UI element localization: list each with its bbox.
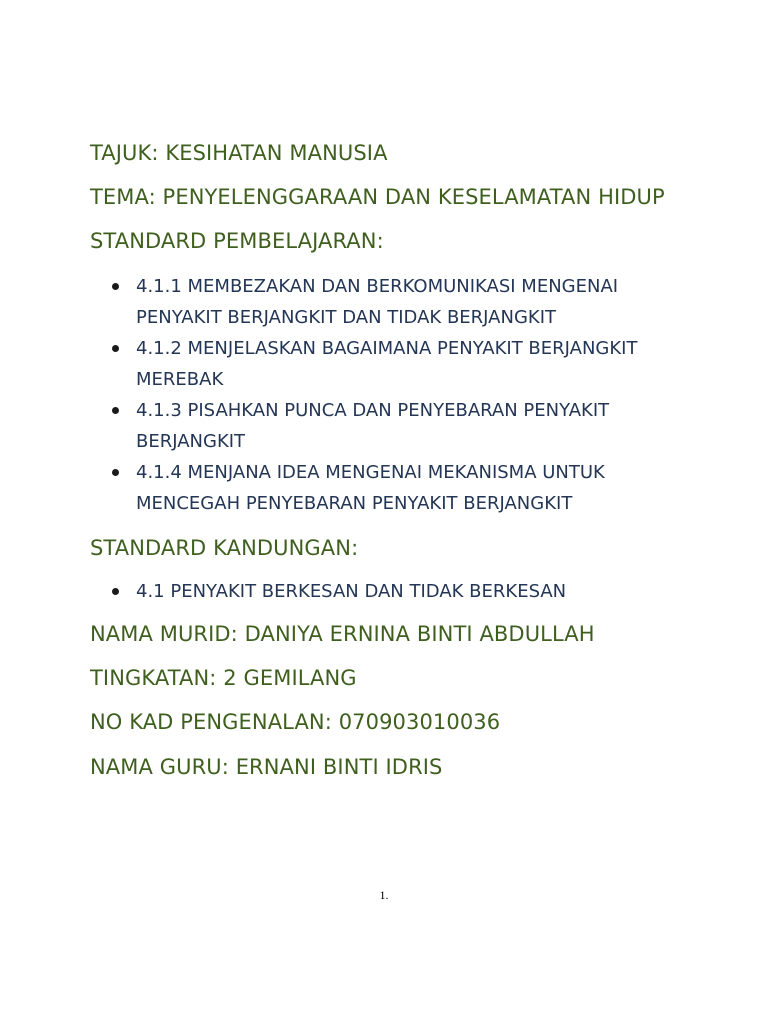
list-item-line: BERJANGKIT [136, 431, 246, 452]
page-number: 1. [379, 888, 389, 902]
tingkatan-heading: TINGKATAN: 2 GEMILANG [90, 666, 357, 690]
list-item [112, 457, 712, 519]
bullet-icon [112, 407, 119, 414]
standard-pembelajaran-heading: STANDARD PEMBELAJARAN: [90, 229, 384, 253]
nama-murid-heading: NAMA MURID: DANIYA ERNINA BINTI ABDULLAH [90, 622, 595, 646]
list-item [112, 271, 712, 333]
list-item-line: PENYAKIT BERJANGKIT DAN TIDAK BERJANGKIT [136, 307, 556, 328]
standard-kandungan-list [112, 576, 712, 607]
list-item-line: 4.1 PENYAKIT BERKESAN DAN TIDAK BERKESAN [136, 581, 567, 602]
bullet-icon [112, 588, 119, 595]
list-item-line: 4.1.4 MENJANA IDEA MENGENAI MEKANISMA UNTUK [136, 462, 605, 483]
list-item-line: MEREBAK [136, 369, 224, 390]
bullet-icon [112, 283, 119, 290]
standard-pembelajaran-list [112, 271, 712, 519]
no-kad-heading: NO KAD PENGENALAN: 070903010036 [90, 710, 501, 734]
list-item [112, 576, 712, 607]
standard-kandungan-heading: STANDARD KANDUNGAN: [90, 536, 359, 560]
list-item [112, 395, 712, 457]
list-item-line: 4.1.2 MENJELASKAN BAGAIMANA PENYAKIT BERJANGKIT [136, 338, 638, 359]
nama-guru-heading: NAMA GURU: ERNANI BINTI IDRIS [90, 755, 443, 779]
tema-heading: TEMA: PENYELENGGARAAN DAN KESELAMATAN HIDUP [90, 185, 665, 209]
bullet-icon [112, 469, 119, 476]
list-item [112, 333, 712, 395]
bullet-icon [112, 345, 119, 352]
tajuk-heading: TAJUK: KESIHATAN MANUSIA [90, 141, 388, 165]
list-item-line: MENCEGAH PENYEBARAN PENYAKIT BERJANGKIT [136, 493, 573, 514]
list-item-line: 4.1.1 MEMBEZAKAN DAN BERKOMUNIKASI MENGENAI [136, 276, 619, 297]
list-item-line: 4.1.3 PISAHKAN PUNCA DAN PENYEBARAN PENYAKIT [136, 400, 610, 421]
